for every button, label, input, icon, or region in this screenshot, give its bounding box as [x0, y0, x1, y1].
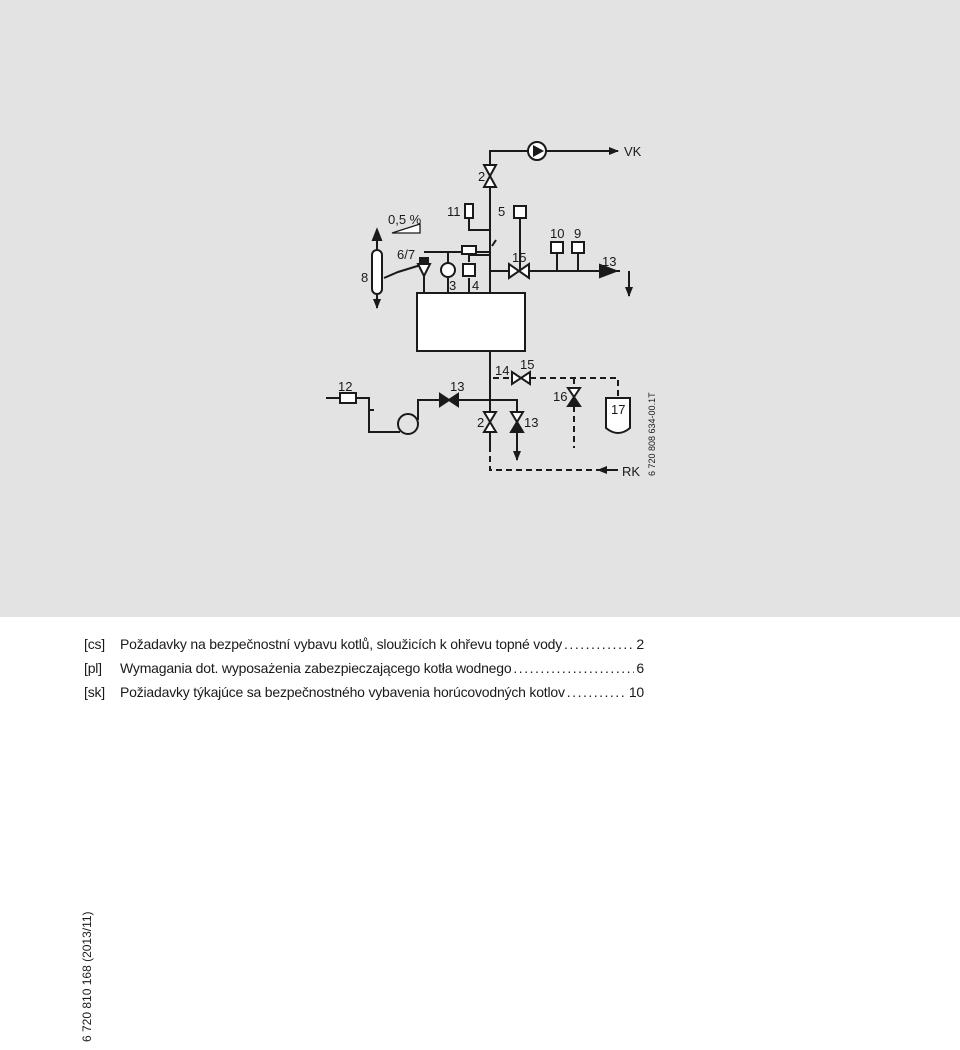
label-5: 5 — [498, 204, 506, 219]
label-13-bottom: 13 — [524, 415, 539, 430]
toc-page-number: 2 — [636, 636, 644, 652]
toc-row-sk[interactable] — [84, 684, 644, 708]
toc-lang: [sk] — [84, 684, 105, 700]
label-13-left: 13 — [450, 379, 465, 394]
toc-page-number: 6 — [636, 660, 644, 676]
label-3: 3 — [449, 278, 457, 293]
toc-title: Wymagania dot. wyposażenia zabezpieczającego kotła wodnego — [120, 660, 512, 676]
label-16: 16 — [553, 389, 568, 404]
label-11: 11 — [447, 204, 461, 219]
label-9: 9 — [574, 226, 582, 241]
label-8: 8 — [361, 270, 369, 285]
toc-lang: [cs] — [84, 636, 105, 652]
toc-leader-dots — [513, 660, 634, 676]
toc-lang: [pl] — [84, 660, 102, 676]
level-indicator — [372, 250, 382, 294]
label-vk: VK — [624, 144, 642, 159]
label-14: 14 — [495, 363, 510, 378]
toc-leader-dots — [564, 636, 634, 652]
label-6-7: 6/7 — [397, 247, 416, 262]
toc-title: Požadavky na bezpečnostní vybavu kotlů, sloužicích k ohřevu topné vody — [120, 636, 563, 652]
label-2-bottom: 2 — [477, 415, 485, 430]
table-of-contents — [84, 636, 644, 708]
label-12: 12 — [338, 379, 353, 394]
label-2-top: 2 — [478, 169, 486, 184]
boiler-body — [417, 293, 525, 351]
figure-code: 6 720 808 634-00.1T — [647, 392, 657, 476]
label-17: 17 — [611, 402, 626, 417]
toc-row-cs[interactable] — [84, 636, 644, 660]
toc-page-number: 10 — [628, 684, 644, 700]
toc-title: Požiadavky týkajúce sa bezpečnostného vybavenia horúcovodných kotlov — [120, 684, 565, 700]
label-4: 4 — [472, 278, 480, 293]
label-percent: 0,5 % — [388, 212, 422, 227]
label-10: 10 — [550, 226, 565, 241]
document-number: 6 720 810 168 (2013/11) — [80, 911, 94, 1042]
toc-leader-dots — [567, 684, 627, 700]
toc-row-pl[interactable] — [84, 660, 644, 684]
label-15-top: 15 — [512, 250, 527, 265]
label-13-right: 13 — [602, 254, 617, 269]
label-rk: RK — [622, 464, 641, 479]
label-15-bottom: 15 — [520, 357, 535, 372]
